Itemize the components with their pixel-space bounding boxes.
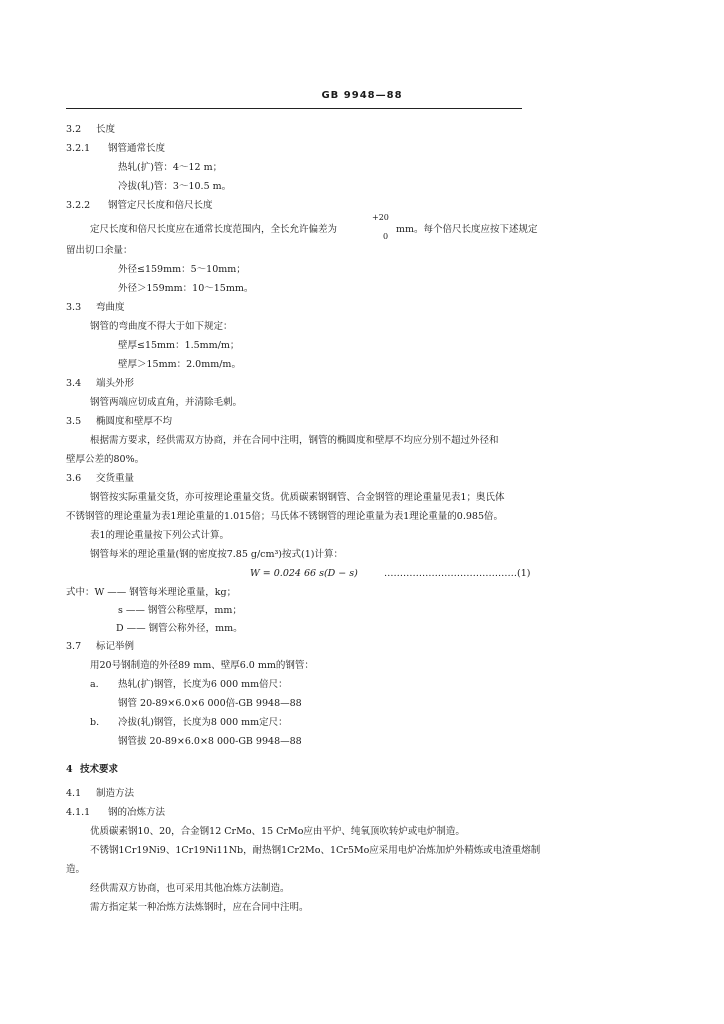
section-number: 3.7: [66, 641, 82, 652]
text-line: 钢管 20-89×6.0×6 000倍-GB 9948—88: [118, 698, 302, 709]
section-number: 4.1: [66, 788, 82, 799]
section-heading: 端头外形: [96, 378, 135, 389]
text-line: 根据需方要求，经供需双方协商，并在合同中注明，钢管的椭圆度和壁厚不均应分别不超过外径和: [90, 435, 499, 446]
text-line: 壁厚＞15mm：2.0mm/m。: [118, 359, 241, 370]
text-line: 钢管每米的理论重量(钢的密度按7.85 g/cm³)按式(1)计算：: [90, 549, 343, 560]
text-line: 需方指定某一种冶炼方法炼钢时，应在合同中注明。: [90, 902, 309, 913]
section-number: 3.3: [66, 302, 82, 313]
text-line: 不锈钢1Cr19Ni9、1Cr19Ni11Nb，耐热钢1Cr2Mo、1Cr5Mo应采用电炉冶炼加炉外精炼或电渣重熔制: [90, 845, 541, 856]
section-number: 3.6: [66, 473, 82, 484]
list-marker: a.: [90, 679, 99, 690]
section-number: 4.1.1: [66, 807, 91, 818]
text-line: 优质碳素钢10、20，合金钢12 CrMo、15 CrMo应由平炉、纯氧顶吹转炉或电炉制造。: [90, 826, 465, 837]
text-line: mm。每个倍尺长度应按下述规定: [396, 224, 538, 235]
text-line: 不锈钢管的理论重量为表1理论重量的1.015倍；马氏体不锈钢管的理论重量为表1理论重量的0.985倍。: [66, 511, 503, 522]
text-line: 钢管按实际重量交货，亦可按理论重量交货。优质碳素钢钢管、合金钢管的理论重量见表1；奥氏体: [90, 492, 505, 503]
text-line: 外径＞159mm：10～15mm。: [118, 283, 254, 294]
text-line: 热轧(扩)管：4～12 m；: [118, 162, 223, 173]
text-line: 钢管拔 20-89×6.0×8 000-GB 9948—88: [118, 736, 302, 747]
list-marker: b.: [90, 717, 100, 728]
section-heading: 交货重量: [96, 473, 135, 484]
equation-number: ……………………………………(1): [384, 568, 531, 579]
text-line: D —— 钢管公称外径，mm。: [116, 623, 243, 634]
text-line: 造。: [66, 864, 86, 875]
text-line: 经供需双方协商，也可采用其他冶炼方法制造。: [90, 883, 290, 894]
text-line: 热轧(扩)钢管，长度为6 000 mm倍尺：: [118, 679, 288, 690]
section-heading: 长度: [96, 124, 116, 135]
section-heading: 椭圆度和壁厚不均: [96, 416, 173, 427]
text-line: 冷拔(轧)钢管，长度为8 000 mm定尺：: [118, 717, 288, 728]
text-line: 用20号钢制造的外径89 mm、壁厚6.0 mm的钢管：: [90, 660, 314, 671]
section-heading: 钢管定尺长度和倍尺长度: [108, 200, 213, 211]
text-line: 壁厚公差的80%。: [66, 454, 145, 465]
tolerance-lower: 0: [383, 232, 389, 241]
text-line: 留出切口余量：: [66, 245, 133, 256]
header-rule: [66, 108, 522, 109]
section-number: 3.5: [66, 416, 82, 427]
page-header: GB 9948—88: [321, 90, 403, 101]
text-line: s —— 钢管公称壁厚，mm；: [118, 605, 242, 616]
formula: W = 0.024 66 s(D − s): [250, 568, 358, 579]
text-line: 表1的理论重量按下列公式计算。: [90, 530, 230, 541]
text-line: 冷拔(轧)管：3～10.5 m。: [118, 181, 232, 192]
text-line: 定尺长度和倍尺长度应在通常长度范围内，全长允许偏差为: [90, 224, 338, 235]
text-line: 外径≤159mm：5～10mm；: [118, 264, 246, 275]
section-number: 4: [66, 764, 73, 775]
text-line: 钢管的弯曲度不得大于如下规定：: [90, 321, 233, 332]
text-line: 壁厚≤15mm：1.5mm/m；: [118, 340, 240, 351]
section-heading: 技术要求: [80, 764, 119, 775]
text-line: 钢管两端应切成直角，并清除毛刺。: [90, 397, 243, 408]
section-heading: 弯曲度: [96, 302, 125, 313]
section-heading: 钢管通常长度: [108, 143, 166, 154]
section-number: 3.4: [66, 378, 82, 389]
section-heading: 制造方法: [96, 788, 135, 799]
section-heading: 标记举例: [96, 641, 135, 652]
section-number: 3.2.2: [66, 200, 91, 211]
section-number: 3.2.1: [66, 143, 91, 154]
section-number: 3.2: [66, 124, 82, 135]
text-line: 式中：W —— 钢管每米理论重量，kg；: [66, 587, 237, 598]
section-heading: 钢的冶炼方法: [108, 807, 166, 818]
tolerance-upper: +20: [372, 213, 389, 222]
